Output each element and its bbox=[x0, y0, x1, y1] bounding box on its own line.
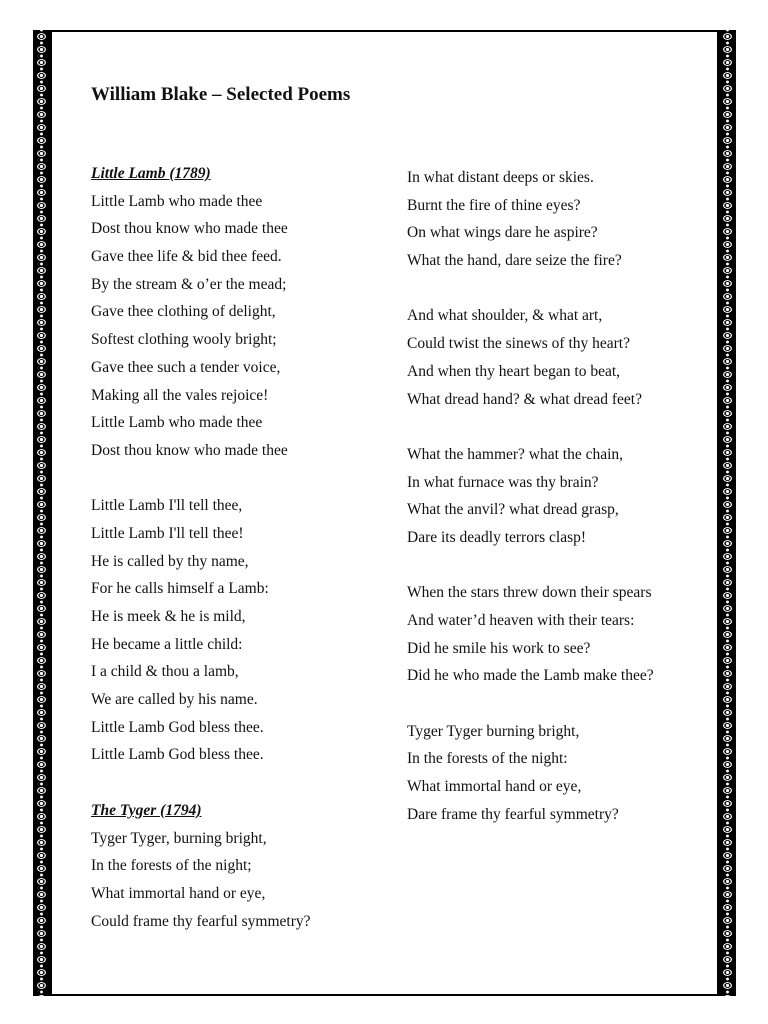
stanza-break bbox=[91, 465, 391, 493]
poem-line: He is called by thy name, bbox=[91, 552, 249, 570]
frame-right-line bbox=[717, 30, 719, 996]
poem-line: For he calls himself a Lamb: bbox=[91, 580, 269, 598]
poem-line: What the hammer? what the chain, bbox=[407, 445, 624, 463]
poem-line: We are called by his name. bbox=[91, 691, 258, 709]
poem-line: Tyger Tyger, burning bright, bbox=[91, 829, 267, 847]
lamb-stanza-1 bbox=[91, 188, 391, 465]
stanza-break bbox=[407, 275, 717, 303]
tyger-stanza-6 bbox=[407, 718, 717, 829]
poem-line: What the anvil? what dread grasp, bbox=[407, 501, 619, 519]
poem-line: Little Lamb God bless thee. bbox=[91, 718, 264, 736]
frame-bottom-line bbox=[50, 994, 719, 996]
tyger-stanza-1 bbox=[91, 825, 391, 936]
poem-line: Gave thee such a tender voice, bbox=[91, 358, 281, 376]
poem-line: Softest clothing wooly bright; bbox=[91, 331, 277, 349]
left-column bbox=[91, 160, 391, 935]
poem-line: Burnt the fire of thine eyes? bbox=[407, 196, 581, 214]
poem-line: Gave thee life & bid thee feed. bbox=[91, 248, 282, 266]
stanza-break bbox=[407, 413, 717, 441]
poem-line: By the stream & o’er the mead; bbox=[91, 275, 287, 293]
poem-line: Dost thou know who made thee bbox=[91, 441, 288, 459]
poem-line: In what distant deeps or skies. bbox=[407, 169, 594, 186]
tyger-stanza-2 bbox=[407, 164, 717, 275]
poem-line: On what wings dare he aspire? bbox=[407, 224, 598, 242]
poem-line: I a child & thou a lamb, bbox=[91, 663, 239, 681]
poem-line: What dread hand? & what dread feet? bbox=[407, 390, 642, 408]
document-title: William Blake – Selected Poems bbox=[91, 84, 351, 105]
right-ornamental-border bbox=[719, 30, 736, 996]
frame-top-line bbox=[50, 30, 719, 32]
tyger-stanza-3 bbox=[407, 302, 717, 413]
poem-line: Little Lamb I'll tell thee, bbox=[91, 497, 243, 515]
stanza-break bbox=[91, 769, 391, 797]
poem-line: Could frame thy fearful symmetry? bbox=[91, 912, 311, 930]
poem-line: He is meek & he is mild, bbox=[91, 608, 246, 625]
poem-line: What the hand, dare seize the fire? bbox=[407, 252, 622, 270]
poem-line: In the forests of the night: bbox=[407, 750, 568, 768]
poem-line: When the stars threw down their spears bbox=[407, 584, 652, 602]
poem-line: He became a little child: bbox=[91, 635, 243, 653]
poem-line: What immortal hand or eye, bbox=[407, 778, 582, 796]
poem-line: And water’d heaven with their tears: bbox=[407, 612, 635, 629]
poem-line: Making all the vales rejoice! bbox=[91, 386, 269, 404]
poem-line: In what furnace was thy brain? bbox=[407, 473, 599, 491]
stanza-break bbox=[407, 552, 717, 580]
poem-line: Dare its deadly terrors clasp! bbox=[407, 528, 587, 546]
poem-line: And when thy heart began to beat, bbox=[407, 362, 621, 380]
poem-line: Little Lamb who made thee bbox=[91, 414, 263, 432]
poem-line: Could twist the sinews of thy heart? bbox=[407, 335, 630, 353]
poem-line: Little Lamb God bless thee. bbox=[91, 746, 264, 764]
poem-line: And what shoulder, & what art, bbox=[407, 307, 603, 325]
stanza-break bbox=[407, 690, 717, 718]
tyger-stanza-5 bbox=[407, 579, 717, 690]
poem-line: What immortal hand or eye, bbox=[91, 884, 266, 902]
tyger-heading: The Tyger (1794) bbox=[91, 801, 202, 819]
poem-line: Little Lamb who made thee bbox=[91, 192, 263, 210]
frame-left-line bbox=[50, 30, 52, 996]
poem-line: Little Lamb I'll tell thee! bbox=[91, 524, 244, 542]
little-lamb-heading: Little Lamb (1789) bbox=[91, 165, 211, 182]
lamb-stanza-2 bbox=[91, 492, 391, 769]
poem-line: Tyger Tyger burning bright, bbox=[407, 722, 580, 740]
poem-line: In the forests of the night; bbox=[91, 857, 252, 875]
right-column bbox=[407, 164, 717, 829]
poem-line: Did he who made the Lamb make thee? bbox=[407, 667, 654, 685]
poem-line: Dost thou know who made thee bbox=[91, 220, 288, 238]
left-ornamental-border bbox=[33, 30, 50, 996]
poem-line: Gave thee clothing of delight, bbox=[91, 303, 276, 321]
poem-line: Did he smile his work to see? bbox=[407, 639, 591, 657]
tyger-stanza-4 bbox=[407, 441, 717, 552]
poem-line: Dare frame thy fearful symmetry? bbox=[407, 805, 619, 823]
